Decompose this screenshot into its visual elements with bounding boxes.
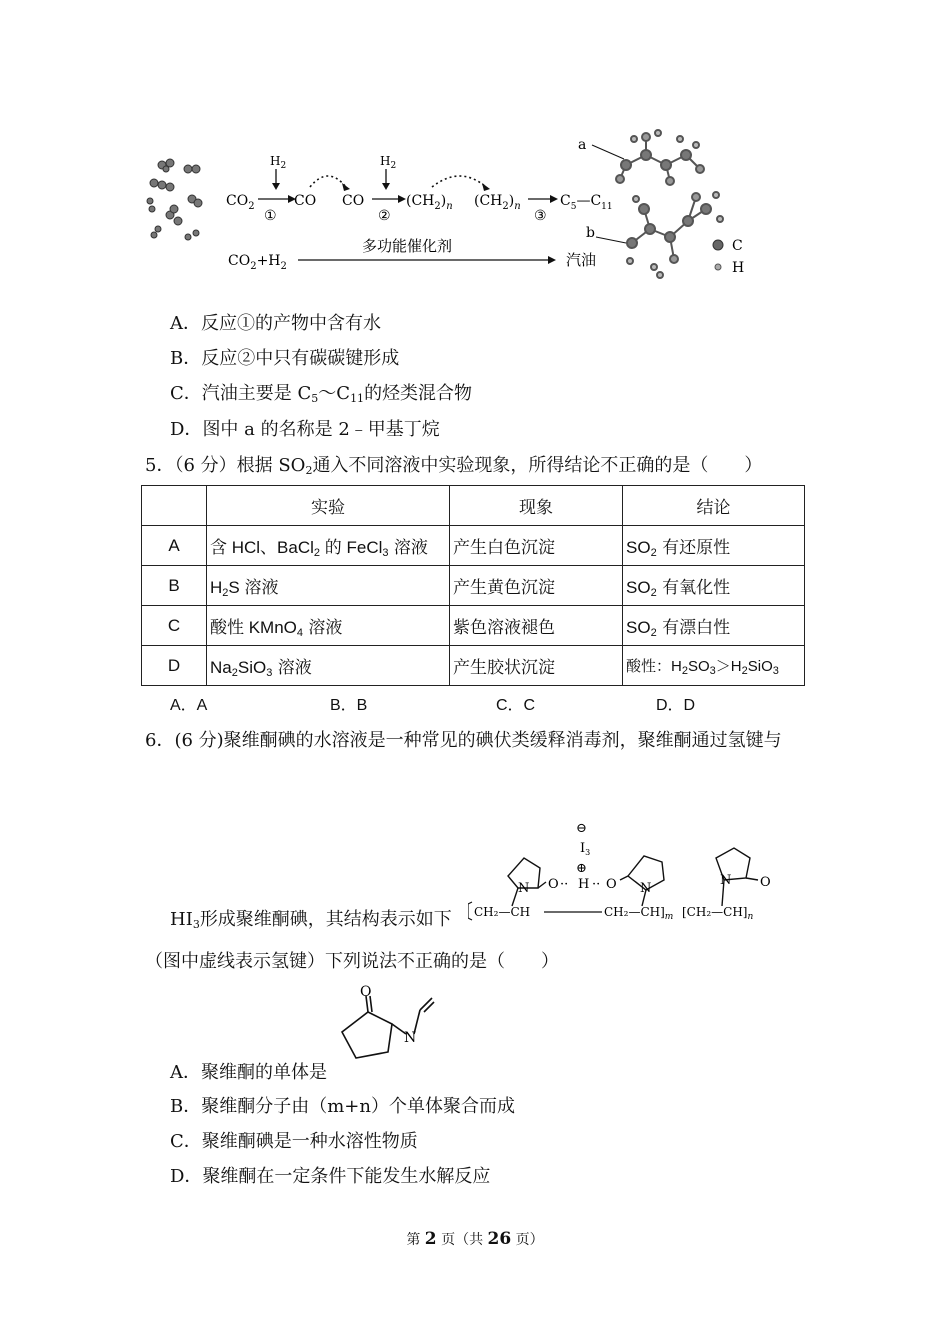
q4-option-a[interactable]: A．反应①的产物中含有水 (170, 313, 381, 334)
catalyst-label: 多功能催化剂 (362, 237, 453, 255)
h2-label-1: $H_2$ (270, 154, 287, 171)
legend-h: H (732, 260, 745, 276)
label-a: a (578, 137, 587, 153)
table-row: C 酸性 KMnO$_4$ 溶液 紫色溶液褪色 $SO_2$ 有漂白性 (142, 606, 805, 646)
ch2n-label-2: $(CH_2)_n$ (474, 193, 521, 212)
q6-stem-line-1: 6．(6 分)聚维酮碘的水溶液是一种常见的碘伏类缓释消毒剂，聚维酮通过氢键与 (145, 730, 782, 751)
h2-label-2: $H_2$ (380, 154, 397, 171)
povidone-iodine-structure (468, 818, 778, 930)
step-3-label: ③ (534, 208, 547, 224)
hbond-dots-1: ·· (560, 877, 569, 892)
table-row: B $H_2S$ 溶液 产生黄色沉淀 $SO_2$ 有氧化性 (142, 566, 805, 606)
label-b: b (586, 225, 595, 241)
backbone-segment-2: $CH_2—CH]_m$ (604, 905, 674, 922)
co-label: CO (294, 193, 317, 209)
hbond-dots-2: ·· (592, 877, 601, 892)
q6-option-a[interactable]: A．聚维酮的单体是 (170, 1062, 327, 1083)
n-atom-2: N (640, 881, 652, 896)
co-label-2: CO (342, 193, 365, 209)
molecule-a-icon (616, 130, 704, 185)
q6-option-d[interactable]: D．聚维酮在一定条件下能发生水解反应 (170, 1166, 491, 1187)
step-2-label: ② (378, 208, 391, 224)
q6-option-b[interactable]: B．聚维酮分子由（m+n）个单体聚合而成 (170, 1096, 515, 1117)
ch2n-label: $(CH_2)_n$ (406, 193, 453, 212)
gasoline-label: 汽油 (566, 251, 597, 269)
o-atom-2: O (606, 877, 617, 892)
step-1-label: ① (264, 208, 277, 224)
q6-option-c[interactable]: C．聚维酮碘是一种水溶性物质 (170, 1131, 418, 1152)
q4-option-b[interactable]: B．反应②中只有碳碳键形成 (170, 348, 400, 369)
table-row: A 含 HCl、BaCl$_2$ 的 FeCl$_3$ 溶液 产生白色沉淀 $SO_2$ 有还原性 (142, 526, 805, 566)
h-atom: H (578, 877, 590, 892)
q5-answer-b[interactable]: B．B (330, 697, 368, 714)
q5-answer-c[interactable]: C．C (496, 697, 536, 714)
i3-label: $I_3$ (580, 841, 591, 857)
legend-c: C (732, 238, 743, 254)
co2-h2-label: $CO_2+H_2$ (228, 253, 287, 272)
table-row: D $Na_2SiO_3$ 溶液 产生胶状沉淀 酸性：$H_2SO_3>H_2SiO_3$ (142, 646, 805, 686)
plus-charge: ⊕ (576, 861, 587, 876)
table-header-row: 实验 现象 结论 (142, 486, 805, 526)
q5-stem: 5．（6 分）根据 $SO_2$通入不同溶液中实验现象，所得结论不正确的是（ ） (145, 455, 763, 477)
q6-stem-line-3: （图中虚线表示氢键）下列说法不正确的是（ ） (145, 951, 559, 972)
q5-answer-a[interactable]: A．A (170, 697, 208, 714)
co2-molecules-icon (147, 159, 202, 240)
n-atom-3: N (720, 873, 732, 888)
co2-to-gasoline-diagram (140, 125, 780, 295)
q4-option-c[interactable]: C．汽油主要是 $C_5\sim C_{11}$的烃类混合物 (170, 383, 473, 405)
monomer-o-atom: O (360, 984, 372, 1000)
co2-label: $CO_2$ (226, 193, 255, 212)
n-atom-1: N (518, 881, 530, 896)
backbone-segment-3: $[CH_2—CH]_n$ (682, 905, 754, 922)
o-atom-3: O (760, 875, 771, 890)
c5-c11-label: $C_5—C_{11}$ (560, 193, 613, 212)
minus-charge: ⊖ (576, 821, 587, 836)
q4-option-d[interactable]: D．图中 a 的名称是 2﹣甲基丁烷 (170, 419, 440, 440)
molecule-b-icon (627, 192, 723, 278)
q6-stem-line-2: $HI_3$形成聚维酮碘，其结构表示如下 (170, 909, 452, 931)
q5-table (141, 485, 805, 686)
monomer-n-atom: N (404, 1030, 417, 1046)
page-footer: 第 2 页（共 26 页） (406, 1229, 544, 1249)
monomer-structure (334, 982, 446, 1078)
backbone-segment-1: CH₂—CH (474, 905, 531, 919)
o-atom-1: O (548, 877, 559, 892)
q5-answer-d[interactable]: D．D (656, 697, 696, 714)
